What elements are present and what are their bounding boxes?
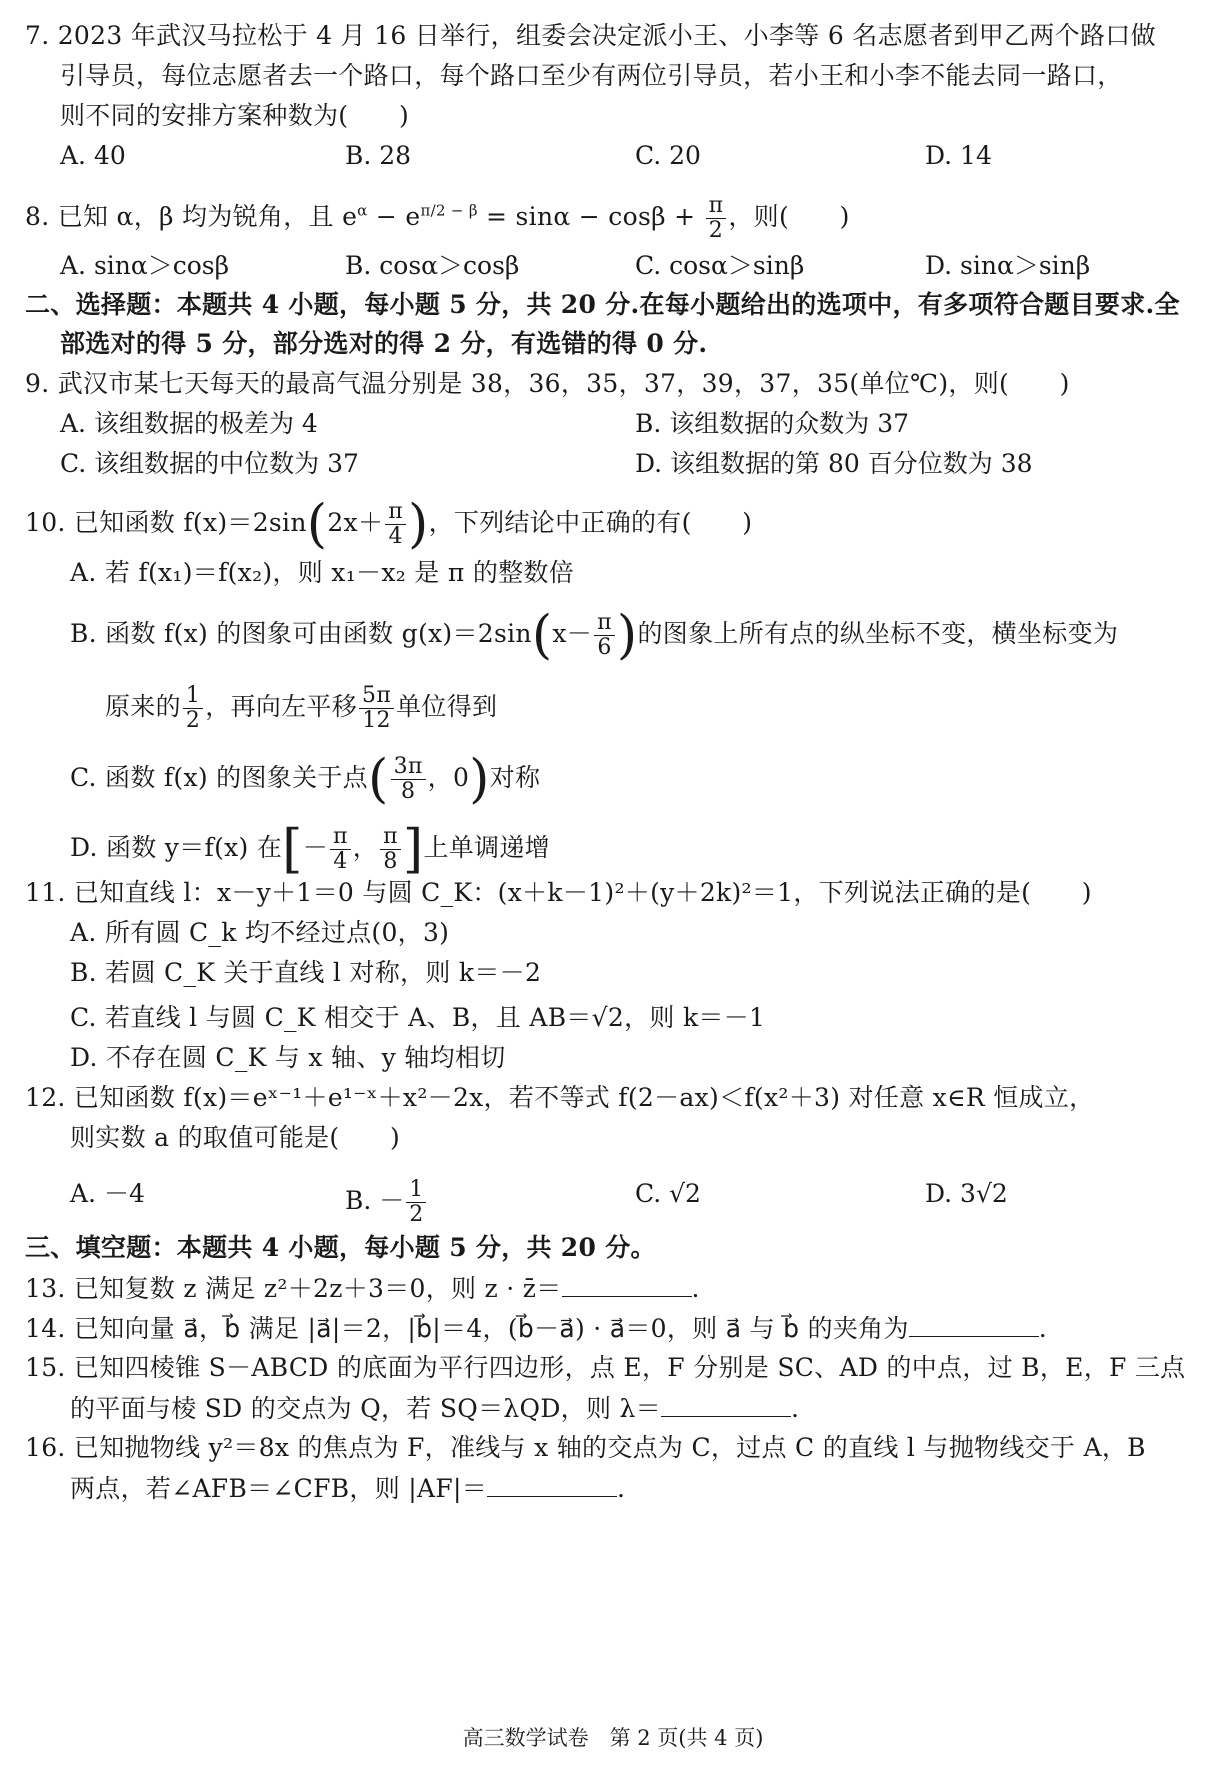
q15-line2 bbox=[70, 1392, 799, 1425]
q10-optb-left-paren: ( bbox=[531, 605, 553, 666]
q8-exponent-2: π/2 − β bbox=[420, 201, 478, 220]
q10-optb-fraction bbox=[594, 611, 615, 660]
q8-stem bbox=[25, 194, 850, 243]
q9-option-d: D. 该组数据的第 80 百分位数为 38 bbox=[635, 449, 1033, 478]
q10-optc-right-paren: ) bbox=[469, 749, 490, 810]
q10-optb-prefix: B. 函数 f(x) 的图象可由函数 g(x)＝2sin bbox=[70, 619, 532, 648]
q10-optb2-frac1-num: 1 bbox=[183, 684, 203, 709]
q10-stem-inner: 2x＋ bbox=[327, 508, 384, 537]
q13-prefix: 13. 已知复数 z 满足 z²＋2z＋3＝0，则 z · z̄＝ bbox=[25, 1274, 562, 1303]
q11-stem: 11. 已知直线 l：x－y＋1＝0 与圆 C_K：(x＋k－1)²＋(y＋2k)²＝1，下列说法正确的是( ) bbox=[25, 878, 1092, 907]
q8-exponent-1: α bbox=[357, 201, 368, 220]
q12-option-a: A. －4 bbox=[70, 1179, 145, 1208]
q10-optd-frac1-den: 4 bbox=[333, 849, 348, 874]
q10-optd-minus: － bbox=[302, 833, 329, 862]
q10-optb2-frac2-den: 12 bbox=[362, 708, 391, 733]
q8-option-b: B. cosα＞cosβ bbox=[345, 251, 520, 280]
q9-option-c: C. 该组数据的中位数为 37 bbox=[60, 449, 359, 478]
q7-option-a: A. 40 bbox=[60, 141, 126, 170]
q11-option-c: C. 若直线 l 与圆 C_K 相交于 A、B，且 AB＝√2，则 k＝－1 bbox=[70, 1003, 766, 1032]
q10-optb2-mid: ，再向左平移 bbox=[205, 692, 358, 721]
q10-optd-fraction-1 bbox=[330, 825, 351, 874]
q10-optd-suffix: 上单调递增 bbox=[423, 833, 550, 862]
q8-option-a: A. sinα＞cosβ bbox=[60, 251, 230, 280]
q14-prefix: 14. 已知向量 a⃗，b⃗ 满足 |a⃗|＝2，|b⃗|＝4，(b⃗－a⃗) · a⃗＝0，则 a⃗ 与 b⃗ 的夹角为 bbox=[25, 1314, 909, 1343]
q10-option-b-line2 bbox=[105, 684, 497, 733]
q8-option-d: D. sinα＞sinβ bbox=[925, 251, 1091, 280]
q10-frac-num: π bbox=[385, 500, 406, 525]
q8-mid2: = sinα − cosβ + bbox=[477, 202, 704, 231]
q10-optc-frac-num: 3π bbox=[391, 755, 426, 780]
q10-optb-right-paren: ) bbox=[616, 605, 638, 666]
q12-option-c: C. √2 bbox=[635, 1179, 701, 1208]
q13-suffix: . bbox=[691, 1274, 700, 1303]
q10-optd-right-bracket: ] bbox=[402, 819, 424, 880]
q10-left-paren: ( bbox=[306, 494, 328, 555]
q10-optb2-prefix: 原来的 bbox=[105, 692, 181, 721]
q7-option-c: C. 20 bbox=[635, 141, 701, 170]
q10-optd-prefix: D. 函数 y＝f(x) 在 bbox=[70, 833, 283, 862]
q7-line3: 则不同的安排方案种数为( ) bbox=[60, 101, 410, 130]
q16-line2 bbox=[70, 1472, 625, 1505]
q12-option-b bbox=[345, 1178, 428, 1227]
q8-option-c: C. cosα＞sinβ bbox=[635, 251, 805, 280]
q10-optb2-frac2-num: 5π bbox=[359, 684, 394, 709]
q8-prefix: 8. 已知 α，β 均为锐角，且 e bbox=[25, 202, 358, 231]
section3-heading: 三、填空题：本题共 4 小题，每小题 5 分，共 20 分。 bbox=[25, 1233, 656, 1262]
q10-optb2-fraction-2 bbox=[359, 684, 394, 733]
q16-suffix: . bbox=[617, 1474, 626, 1503]
q9-option-b: B. 该组数据的众数为 37 bbox=[635, 409, 910, 438]
q10-option-a: A. 若 f(x₁)＝f(x₂)，则 x₁－x₂ 是 π 的整数倍 bbox=[70, 558, 575, 587]
q15-line2-prefix: 的平面与棱 SD 的交点为 Q，若 SQ＝λQD，则 λ＝ bbox=[70, 1394, 661, 1423]
q10-frac-den: 4 bbox=[388, 524, 403, 549]
q15-suffix: . bbox=[790, 1394, 800, 1423]
q10-optd-comma: ， bbox=[352, 833, 379, 862]
q8-frac-num: π bbox=[706, 194, 727, 219]
page-footer: 高三数学试卷 第 2 页(共 4 页) bbox=[462, 1726, 764, 1750]
q12-optb-frac-num: 1 bbox=[406, 1178, 426, 1203]
q10-stem bbox=[25, 494, 753, 555]
q10-optc-left-paren: ( bbox=[367, 749, 389, 810]
q10-optc-fraction bbox=[391, 755, 426, 804]
q16-line2-prefix: 两点，若∠AFB＝∠CFB，则 |AF|＝ bbox=[70, 1474, 488, 1503]
q12-line1: 12. 已知函数 f(x)＝eˣ⁻¹＋e¹⁻ˣ＋x²－2x，若不等式 f(2－ax)＜f(x²＋3) 对任意 x∈R 恒成立， bbox=[25, 1083, 1095, 1112]
q10-optd-frac2-den: 8 bbox=[383, 849, 398, 874]
q10-optc-prefix: C. 函数 f(x) 的图象关于点 bbox=[70, 763, 368, 792]
q10-stem-suffix: ，下列结论中正确的有( ) bbox=[428, 508, 753, 537]
q12-optb-fraction bbox=[406, 1178, 426, 1227]
q7-option-b: B. 28 bbox=[345, 141, 412, 170]
q8-frac-den: 2 bbox=[708, 218, 724, 243]
q14-suffix: . bbox=[1038, 1314, 1048, 1343]
q10-optc-inner: ，0 bbox=[427, 763, 470, 792]
q10-optb-suffix: 的图象上所有点的纵坐标不变，横坐标变为 bbox=[637, 619, 1119, 648]
q7-line1: 7. 2023 年武汉马拉松于 4 月 16 日举行，组委会决定派小王、小李等 6 名志愿者到甲乙两个路口做 bbox=[25, 21, 1156, 50]
q10-optd-frac1-num: π bbox=[330, 825, 351, 850]
q10-optd-fraction-2 bbox=[380, 825, 401, 874]
q10-optc-suffix: 对称 bbox=[489, 763, 541, 792]
q13 bbox=[25, 1272, 700, 1305]
q12-optb-prefix: B. － bbox=[345, 1186, 405, 1215]
q13-answer-blank[interactable] bbox=[562, 1272, 692, 1297]
q7-line2: 引导员，每位志愿者去一个路口，每个路口至少有两位引导员，若小王和小李不能去同一路口， bbox=[60, 61, 1123, 90]
q10-optd-frac2-num: π bbox=[380, 825, 401, 850]
q9-option-a: A. 该组数据的极差为 4 bbox=[60, 409, 318, 438]
q10-optd-left-bracket: [ bbox=[282, 819, 303, 880]
q7-option-d: D. 14 bbox=[925, 141, 992, 170]
q12-line2: 则实数 a 的取值可能是( ) bbox=[70, 1123, 401, 1152]
q8-mid1: − e bbox=[367, 202, 421, 231]
q10-fraction bbox=[385, 500, 406, 549]
q11-option-d: D. 不存在圆 C_K 与 x 轴、y 轴均相切 bbox=[70, 1043, 506, 1072]
q10-stem-prefix: 10. 已知函数 f(x)＝2sin bbox=[25, 508, 307, 537]
q16-answer-blank[interactable] bbox=[487, 1472, 617, 1497]
q12-optb-frac-den: 2 bbox=[409, 1202, 424, 1227]
q10-optc-frac-den: 8 bbox=[400, 779, 416, 804]
q11-option-b: B. 若圆 C_K 关于直线 l 对称，则 k＝－2 bbox=[70, 958, 542, 987]
q14-answer-blank[interactable] bbox=[909, 1312, 1039, 1337]
q10-optb2-suffix: 单位得到 bbox=[396, 692, 498, 721]
q12-option-d: D. 3√2 bbox=[925, 1179, 1008, 1208]
section2-heading-line2: 部选对的得 5 分，部分选对的得 2 分，有选错的得 0 分. bbox=[60, 329, 708, 358]
q8-fraction bbox=[706, 194, 727, 243]
q10-optb2-frac1-den: 2 bbox=[185, 708, 201, 733]
q10-optb-frac-den: 6 bbox=[597, 635, 612, 660]
section2-heading-line1: 二、选择题：本题共 4 小题，每小题 5 分，共 20 分.在每小题给出的选项中，有多项符合题目要求.全 bbox=[25, 290, 1180, 319]
q11-option-a: A. 所有圆 C_k 均不经过点(0，3) bbox=[70, 918, 450, 947]
q10-option-c bbox=[70, 749, 541, 810]
q10-option-b bbox=[70, 605, 1119, 666]
q15-answer-blank[interactable] bbox=[661, 1392, 791, 1417]
q14 bbox=[25, 1312, 1047, 1345]
q10-optb2-fraction-1 bbox=[183, 684, 203, 733]
q8-suffix: ，则( ) bbox=[728, 202, 850, 231]
q10-option-d bbox=[70, 819, 550, 880]
q10-optb-frac-num: π bbox=[594, 611, 615, 636]
q15-line1: 15. 已知四棱锥 S－ABCD 的底面为平行四边形，点 E，F 分别是 SC、AD 的中点，过 B，E，F 三点 bbox=[25, 1353, 1186, 1382]
q9-stem: 9. 武汉市某七天每天的最高气温分别是 38，36，35，37，39，37，35(单位℃)，则( ) bbox=[25, 369, 1070, 398]
q10-optb-inner: x－ bbox=[552, 619, 593, 648]
q10-right-paren: ) bbox=[408, 494, 429, 555]
q16-line1: 16. 已知抛物线 y²＝8x 的焦点为 F，准线与 x 轴的交点为 C，过点 C 的直线 l 与抛物线交于 A，B bbox=[25, 1433, 1146, 1462]
